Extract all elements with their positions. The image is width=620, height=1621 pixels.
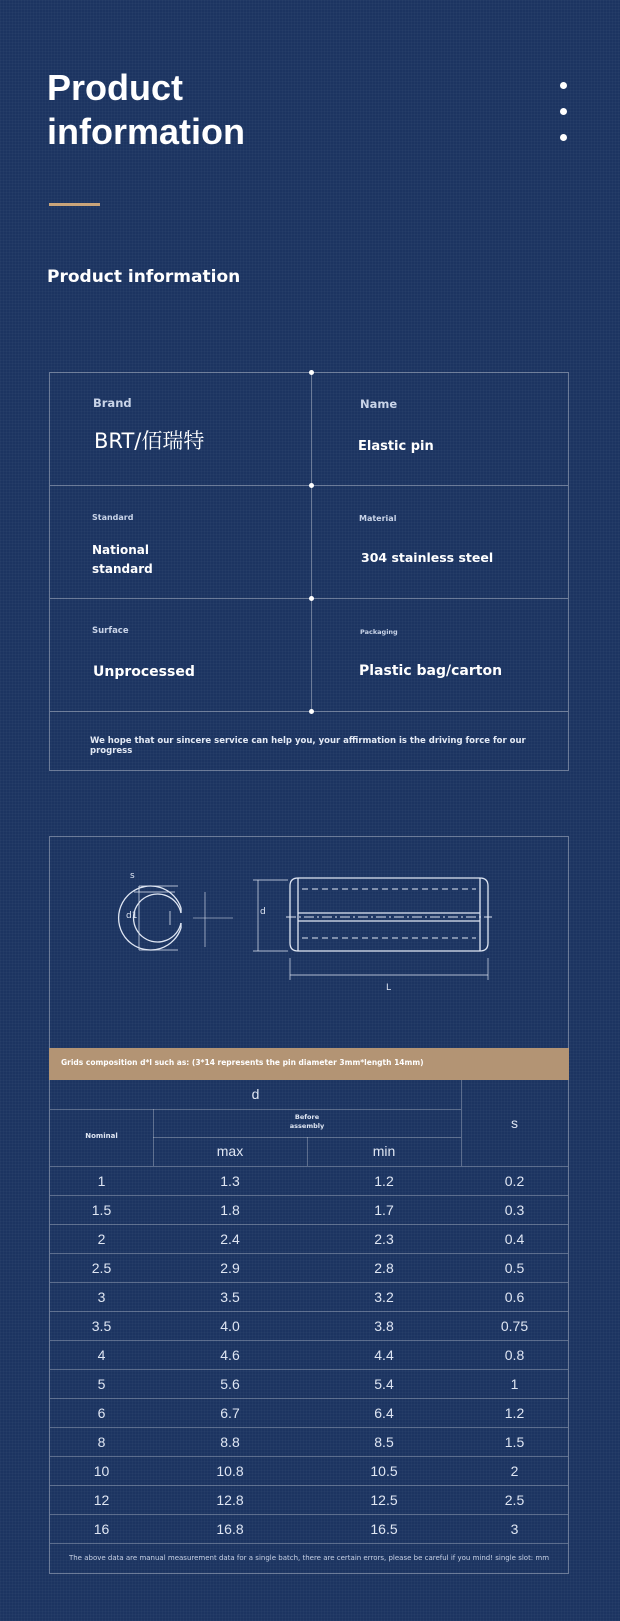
header-d: d [251,1086,260,1102]
surface-value: Unprocessed [93,664,195,680]
table-cell-s: 1.2 [504,1405,525,1421]
label-L: L [386,983,392,993]
table-cell-max: 12.8 [216,1492,244,1508]
brand-value: BRT/佰瑞特 [94,429,205,453]
table-cell-s: 0.4 [504,1231,525,1247]
table-cell-min: 4.4 [374,1347,394,1363]
table-cell-max: 8.8 [220,1434,240,1450]
table-cell-nominal: 1 [97,1173,106,1189]
header-min: min [372,1143,396,1159]
standard-value-line2: standard [92,562,153,576]
table-cell-min: 1.7 [374,1202,394,1218]
pin-side-outline-icon [290,878,488,951]
table-cell-max: 3.5 [220,1289,240,1305]
table-cell-nominal: 4 [97,1347,106,1363]
table-cell-max: 1.3 [220,1173,240,1189]
table-cell-max: 4.0 [220,1318,240,1334]
label-d: d [260,907,266,917]
header-before: Before [294,1113,320,1121]
composition-note-band [49,1048,569,1080]
table-cell-s: 0.2 [504,1173,525,1189]
table-cell-max: 5.6 [220,1376,240,1392]
name-value: Elastic pin [358,439,434,454]
table-row-divider [50,1166,568,1167]
standard-label: Standard [92,513,134,522]
material-value: 304 stainless steel [361,550,494,565]
table-cell-max: 10.8 [216,1463,244,1479]
slogan-text: We hope that our sincere service can help you, your affirmation is the driving force for our progress [90,736,526,756]
table-cell-s: 3 [510,1521,519,1537]
table-cell-nominal: 5 [97,1376,106,1392]
header-nominal: Nominal [85,1132,118,1140]
table-footnote: The above data are manual measurement data for a single batch, there are certain errors, please be careful if you mind! single slot: mm [68,1554,550,1562]
table-cell-s: 0.8 [504,1347,525,1363]
table-cell-max: 2.9 [220,1260,240,1276]
table-cell-nominal: 10 [93,1463,110,1479]
table-cell-min: 8.5 [374,1434,394,1450]
table-cell-s: 0.75 [500,1318,529,1334]
table-cell-nominal: 2 [97,1231,106,1247]
table-cell-nominal: 16 [93,1521,110,1537]
table-row-divider [50,1253,568,1254]
table-row-divider [50,1514,568,1515]
table-row-divider [50,1340,568,1341]
table-bottom-divider [50,1543,568,1544]
section-title: Product information [47,267,241,287]
table-cell-s: 0.3 [504,1202,525,1218]
table-cell-max: 16.8 [216,1521,244,1537]
composition-note: Grids composition d*l such as: (3*14 represents the pin diameter 3mm*length 14mm) [61,1058,424,1067]
surface-label: Surface [92,626,129,636]
table-cell-min: 12.5 [370,1492,398,1508]
standard-value-line1: National [92,543,149,557]
table-cell-nominal: 12 [93,1492,110,1508]
table-cell-min: 1.2 [374,1173,394,1189]
table-row-divider [50,1282,568,1283]
accent-divider [49,203,100,206]
table-cell-nominal: 8 [97,1434,106,1450]
table-row-divider [50,1456,568,1457]
table-cell-max: 6.7 [220,1405,240,1421]
product-info-grid [49,372,569,771]
table-cell-min: 3.8 [374,1318,394,1334]
elastic-pin-drawing [50,837,568,1049]
table-cell-s: 0.5 [504,1260,525,1276]
table-cell-nominal: 3 [97,1289,106,1305]
pin-diagram-panel [49,836,569,1048]
table-cell-nominal: 3.5 [91,1318,112,1334]
table-cell-min: 6.4 [374,1405,394,1421]
table-cell-min: 16.5 [370,1521,398,1537]
table-cell-nominal: 2.5 [91,1260,112,1276]
table-cell-nominal: 6 [97,1405,106,1421]
table-cell-s: 2.5 [504,1492,525,1508]
table-cell-min: 3.2 [374,1289,394,1305]
table-cell-min: 2.8 [374,1260,394,1276]
material-label: Material [359,514,397,523]
name-label: Name [360,397,398,411]
table-row-divider [50,1398,568,1399]
label-s: s [130,871,135,881]
table-cell-max: 1.8 [220,1202,240,1218]
table-cell-nominal: 1.5 [91,1202,112,1218]
table-cell-s: 1.5 [504,1434,525,1450]
header-assembly: assembly [289,1122,325,1130]
table-row-divider [50,1485,568,1486]
packaging-label: Packaging [360,628,398,636]
table-row-divider [50,1224,568,1225]
header-max: max [216,1143,244,1159]
table-cell-s: 0.6 [504,1289,525,1305]
table-cell-min: 2.3 [374,1231,394,1247]
table-cell-s: 2 [510,1463,519,1479]
table-row-divider [50,1427,568,1428]
table-cell-s: 1 [510,1376,519,1392]
menu-dots-icon[interactable] [560,82,567,160]
header-s: s [511,1115,518,1131]
table-row-divider [50,1311,568,1312]
label-d1: d1 [126,911,138,921]
table-cell-max: 2.4 [220,1231,240,1247]
table-cell-min: 10.5 [370,1463,398,1479]
table-row-divider [50,1369,568,1370]
packaging-value: Plastic bag/carton [359,663,503,679]
brand-label: Brand [93,396,132,410]
table-cell-max: 4.6 [220,1347,240,1363]
hero-title: Product information [47,67,245,152]
table-cell-min: 5.4 [374,1376,394,1392]
table-row-divider [50,1195,568,1196]
spec-table [49,1080,569,1574]
